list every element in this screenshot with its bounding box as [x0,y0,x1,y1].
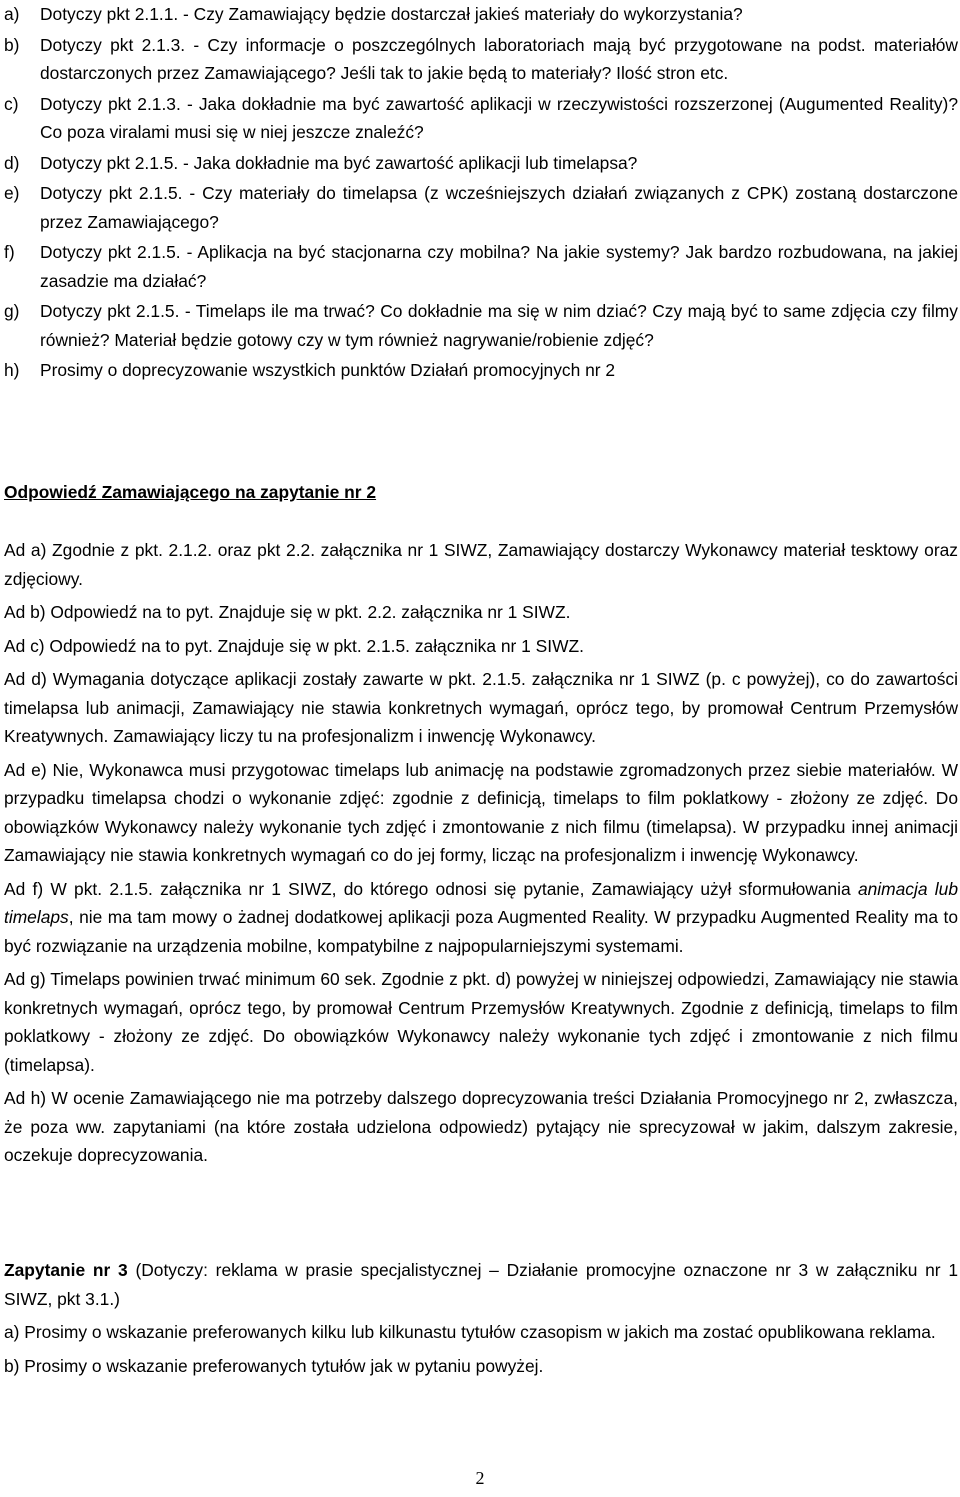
question-label: e) [4,183,20,203]
answer-e: Ad e) Nie, Wykonawca musi przygotowac timelaps lub animację na podstawie zgromadzonych przez siebie materiałów. W przypadku timelapsa chodzi o wykonanie zdjęć: zgodnie z definicją, timelaps to film poklatkowy - złożony ze zdjęć. Do obowiązków Wykonawcy należy wykonanie tych zdjęć i zmontowanie z nich filmu (timelapsa). W przypadku innej animacji Zamawiający nie stawia konkretnych wymagań co do jej formy, licząc na profesjonalizm i inwencję Wykonawcy. [4,759,958,865]
question-item-d [4,149,958,178]
question-item-h [4,356,958,385]
answer-b: Ad b) Odpowiedź na to pyt. Znajduje się w pkt. 2.2. załącznika nr 1 SIWZ. [4,602,571,622]
question-text: Dotyczy pkt 2.1.5. - Jaka dokładnie ma być zawartość aplikacji lub timelapsa? [40,152,638,173]
question-item-f [4,238,958,295]
question-item-a [4,0,958,29]
question-text: Dotyczy pkt 2.1.1. - Czy Zamawiający będzie dostarczał jakieś materiały do wykorzystania? [40,4,743,24]
question-text: Dotyczy pkt 2.1.5. - Aplikacja na być stacjonarna czy mobilna? Na jakie systemy? Jak bardzo rozbudowana, na jakiej zasadzie ma działać? [40,242,958,291]
answer-g: Ad g) Timelaps powinien trwać minimum 60 sek. Zgodnie z pkt. d) powyżej w niniejszej odpowiedzi, Zamawiający nie stawia konkretnych wymagań, oprócz tego, by promował Centrum Przemysłów Kreatywnych. Zgodnie z definicją, timelaps to film poklatkowy - złożony ze zdjęć. Do obowiązków Wykonawcy należy wykonanie tych zdjęć i zmontowanie z nich filmu (timelapsa). [4,969,958,1075]
answer-a: Ad a) Zgodnie z pkt. 2.1.2. oraz pkt 2.2. załącznika nr 1 SIWZ, Zamawiający dostarczy Wykonawcy materiał tesktowy oraz zdjęciowy. [4,540,958,589]
question-label: h) [4,360,20,380]
answer-f-text-2: , nie ma tam mowy o żadnej dodatkowej aplikacji poza Augmented Reality. W przypadku Augmented Reality ma to być rozwiązanie na urządzenia mobilne, kompatybilne z najpopularniejszymi systemami. [4,907,958,956]
query-3-title-bold: Zapytanie nr 3 [4,1260,128,1280]
question-label: g) [4,301,20,321]
question-text: Dotyczy pkt 2.1.5. - Timelaps ile ma trwać? Co dokładnie ma się w nim dziać? Czy mają być to same zdjęcia czy filmy również? Materiał będzie gotowy czy w tym również nagrywanie/robienie zdjęć? [40,301,958,350]
question-item-g [4,297,958,354]
question-label: d) [4,152,20,173]
question-text: Prosimy o doprecyzowanie wszystkich punktów Działań promocyjnych nr 2 [40,360,616,380]
page-number: 2 [475,1468,485,1488]
question-text: Dotyczy pkt 2.1.3. - Czy informacje o poszczególnych laboratoriach mają być przygotowane na podst. materiałów dostarczonych przez Zamawiającego? Jeśli tak to jakie będą to materiały? Ilość stron etc. [40,34,958,83]
question-label: c) [4,93,19,114]
answer-f-text-1: Ad f) W pkt. 2.1.5. załącznika nr 1 SIWZ, do którego odnosi się pytanie, Zamawiający użył sformułowania [4,878,858,899]
question-item-b [4,31,958,88]
question-label: f) [4,242,15,262]
question-text: Dotyczy pkt 2.1.5. - Czy materiały do timelapsa (z wcześniejszych działań związanych z CPK) zostaną dostarczone przez Zamawiającego? [40,183,958,232]
answer-d: Ad d) Wymagania dotyczące aplikacji zostały zawarte w pkt. 2.1.5. załącznika nr 1 SIWZ (p. c powyżej), co do zawartości timelapsa lub animacji, Zamawiający nie stawia konkretnych wymagań, oprócz tego, by promował Centrum Przemysłów Kreatywnych. Zamawiający liczy tu na profesjonalizm i inwencję Wykonawcy. [4,669,958,746]
question-label: b) [4,34,20,55]
answer-f [4,875,958,961]
question-item-c [4,90,958,147]
answer-c: Ad c) Odpowiedź na to pyt. Znajduje się w pkt. 2.1.5. załącznika nr 1 SIWZ. [4,635,584,656]
query-3-title [4,1256,958,1313]
query-3-item-b: b) Prosimy o wskazanie preferowanych tytułów jak w pytaniu powyżej. [4,1355,544,1376]
query-3-item-a: a) Prosimy o wskazanie preferowanych kilku lub kilkunastu tytułów czasopism w jakich ma zostać opublikowana reklama. [4,1322,936,1342]
question-list [4,0,958,385]
query-3-section [4,1256,958,1380]
question-text: Dotyczy pkt 2.1.3. - Jaka dokładnie ma być zawartość aplikacji w rzeczywistości rozszerzonej (Augumented Reality)? Co poza viralami musi się w niej jeszcze znaleźć? [40,93,958,142]
answer-heading: Odpowiedź Zamawiającego na zapytanie nr 2 [4,482,377,502]
question-label: a) [4,4,20,24]
query-3-title-rest: (Dotyczy: reklama w prasie specjalistycznej – Działanie promocyjne oznaczone nr 3 w załączniku nr 1 SIWZ, pkt 3.1.) [4,1260,959,1309]
answer-list [4,536,958,1170]
answer-f-emphasis: animacja lub timelaps [4,878,958,927]
answer-h: Ad h) W ocenie Zamawiającego nie ma potrzeby dalszego doprecyzowania treści Działania Promocyjnego nr 2, zwłaszcza, że poza ww. zapytaniami (na które została udzielona odpowiedz) pytający nie sprecyzował w jakim, dalszym zakresie, oczekuje doprecyzowania. [4,1088,958,1165]
question-item-e [4,179,958,236]
